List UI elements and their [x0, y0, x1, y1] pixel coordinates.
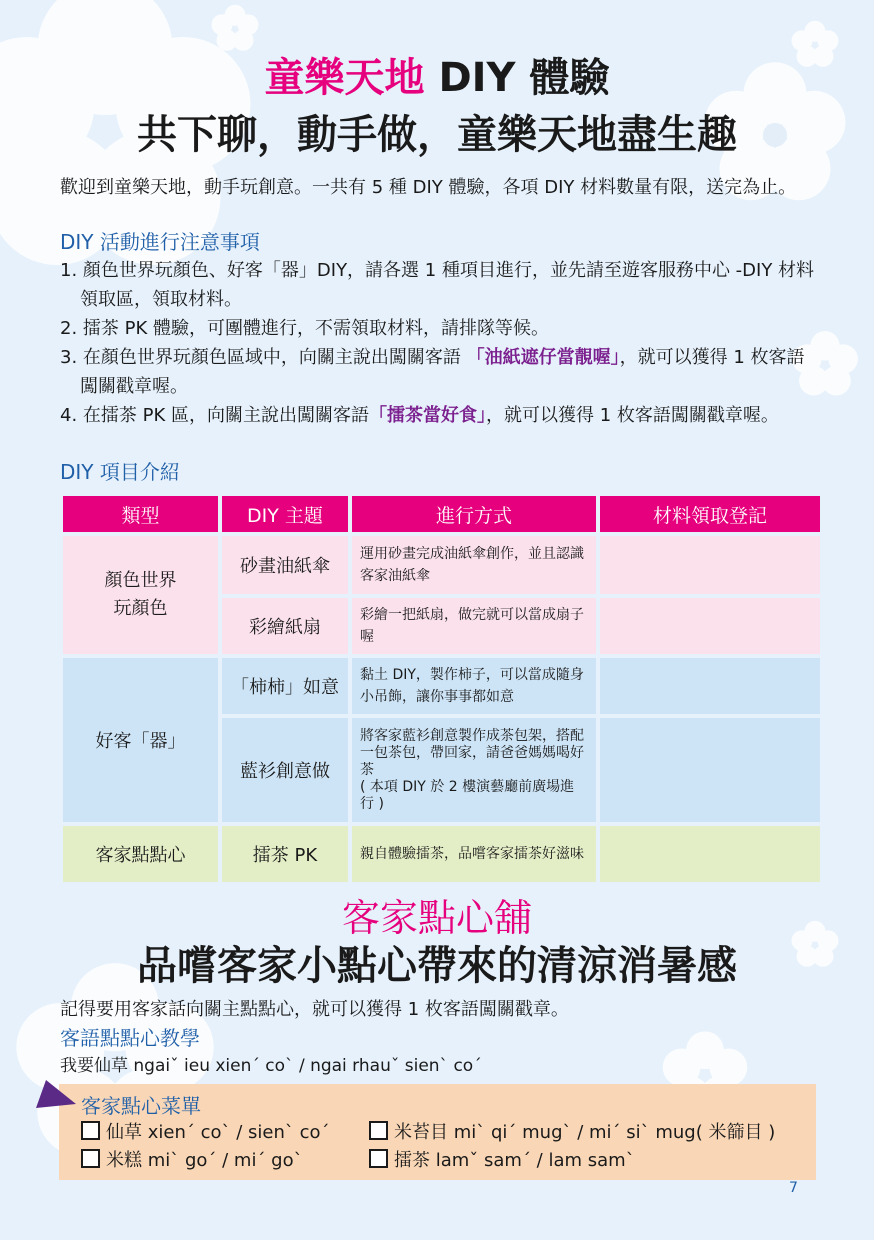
column-header: 進行方式: [352, 496, 596, 532]
category-cell: 顏色世界 玩顏色: [63, 536, 218, 654]
menu-item[interactable]: [81, 1120, 330, 1146]
topic-cell: 擂茶 PK: [222, 826, 348, 882]
checkbox[interactable]: [81, 1121, 100, 1140]
category-cell: 好客「器」: [63, 658, 218, 822]
hakka-phrase: 「油紙遮仔當靚喔」: [466, 347, 620, 368]
table-row: [63, 536, 820, 594]
menu-title: 客家點心菜單: [81, 1094, 201, 1118]
register-cell[interactable]: [600, 536, 820, 594]
checkbox[interactable]: [369, 1121, 388, 1140]
menu-item[interactable]: [369, 1120, 775, 1146]
checkbox[interactable]: [369, 1149, 388, 1168]
register-cell[interactable]: [600, 598, 820, 654]
notes-list: [60, 256, 820, 430]
menu-item-label: 仙草 xien´ co` / sien` co´: [106, 1122, 330, 1143]
method-cell: 運用砂畫完成油紙傘創作，並且認識客家油紙傘: [352, 536, 596, 594]
note-item: [60, 256, 820, 314]
checkbox[interactable]: [81, 1149, 100, 1168]
category-cell: 客家點點心: [63, 826, 218, 882]
menu-item-label: 米苔目 mi` qi´ mug` / mi´ si` mug( 米篩目 ): [394, 1122, 776, 1143]
hakka-phrase: 「擂茶當好食」: [369, 405, 486, 426]
intro-paragraph: 歡迎到童樂天地，動手玩創意。一共有 5 種 DIY 體驗，各項 DIY 材料數量有限，送完為止。: [60, 177, 797, 198]
page-title: [0, 52, 874, 104]
method-cell: 彩繪一把紙扇，做完就可以當成扇子喔: [352, 598, 596, 654]
page-number: 7: [789, 1180, 798, 1196]
method-cell: 黏土 DIY，製作柿子，可以當成隨身小吊飾，讓你事事都如意: [352, 658, 596, 714]
page-subtitle: 共下聊，動手做，童樂天地盡生趣: [137, 112, 737, 158]
topic-cell: 「柿柿」如意: [222, 658, 348, 714]
note-text: 3. 在顏色世界玩顏色區域中，向關主說出闖關客語: [60, 347, 467, 368]
note-item: [60, 343, 820, 401]
method-cell: 親自體驗擂茶，品嚐客家擂茶好滋味: [352, 826, 596, 882]
page-title-rest: DIY 體驗: [424, 55, 610, 101]
snack-subtitle: 品嚐客家小點心帶來的清涼消暑感: [137, 943, 737, 989]
table-header-row: [63, 496, 820, 532]
menu-item[interactable]: [81, 1148, 303, 1174]
method-cell: 將客家藍衫創意製作成茶包架，搭配一包茶包，帶回家，請爸爸媽媽喝好茶 ( 本項 DIY 於 2 樓演藝廳前廣場進行 ): [352, 718, 596, 822]
register-cell[interactable]: [600, 658, 820, 714]
note-text: 2. 擂茶 PK 體驗，可團體進行，不需領取材料，請排隊等候。: [60, 318, 549, 339]
column-header: 類型: [63, 496, 218, 532]
snack-remember-text: 記得要用客家話向關主點點心，就可以獲得 1 枚客語闖關戳章。: [60, 999, 569, 1020]
column-header: DIY 主題: [222, 496, 348, 532]
page-title-highlight: 童樂天地: [264, 55, 425, 101]
notes-heading: DIY 活動進行注意事項: [60, 230, 260, 254]
note-text: 1. 顏色世界玩顏色、好客「器」DIY，請各選 1 種項目進行，並先請至遊客服務中心 -DIY 材料領取區，領取材料。: [60, 260, 815, 310]
diy-table: [59, 492, 824, 886]
flower-decoration: [210, 4, 260, 54]
note-text: 4. 在擂茶 PK 區，向關主說出闖關客語: [60, 405, 369, 426]
menu-item-label: 米糕 mi` go´ / mi´ go`: [106, 1150, 303, 1171]
note-text: ，就可以獲得 1 枚客語闖關戳章喔。: [80, 347, 805, 397]
register-cell[interactable]: [600, 718, 820, 822]
teach-heading: 客語點點心教學: [60, 1026, 200, 1050]
diy-heading: DIY 項目介紹: [60, 460, 180, 484]
snack-title: 客家點心舖: [341, 896, 532, 940]
table-row: [63, 826, 820, 882]
note-item: [60, 401, 820, 430]
column-header: 材料領取登記: [600, 496, 820, 532]
note-item: [60, 314, 820, 343]
menu-item[interactable]: [369, 1148, 635, 1174]
topic-cell: 藍衫創意做: [222, 718, 348, 822]
topic-cell: 彩繪紙扇: [222, 598, 348, 654]
note-text: ，就可以獲得 1 枚客語闖關戳章喔。: [486, 405, 779, 426]
arrow-icon: [36, 1080, 76, 1110]
register-cell[interactable]: [600, 826, 820, 882]
teach-line: 我要仙草 ngaiˇ ieu xien´ co` / ngai rhauˇ sien` co´: [60, 1056, 482, 1076]
table-row: [63, 658, 820, 714]
topic-cell: 砂畫油紙傘: [222, 536, 348, 594]
menu-item-label: 擂茶 lamˇ sam´ / lam sam`: [394, 1150, 635, 1171]
snack-menu-box: [59, 1084, 816, 1180]
